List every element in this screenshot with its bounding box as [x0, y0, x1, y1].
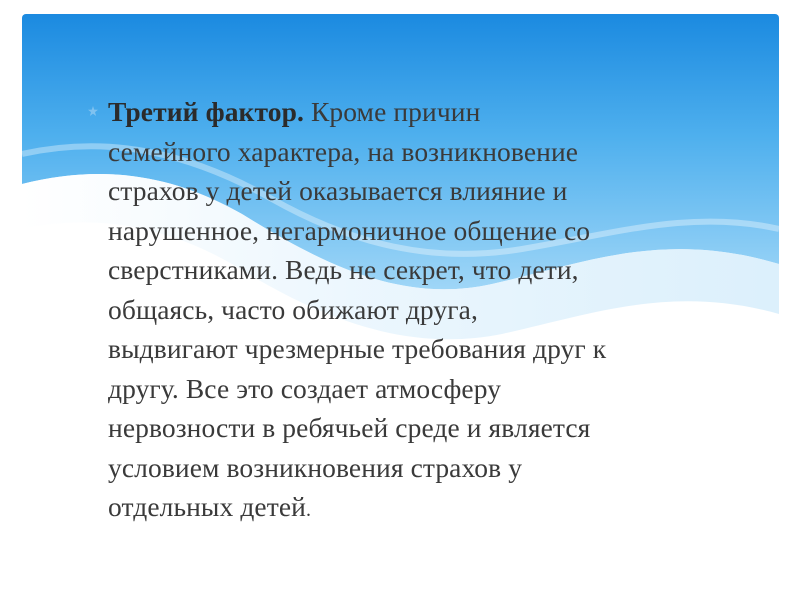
paragraph-lead: Третий фактор.	[108, 96, 304, 127]
paragraph-end-punct: .	[305, 499, 312, 521]
paragraph-line	[108, 487, 748, 531]
paragraph-line: общаясь, часто обижают друга,	[108, 293, 478, 325]
paragraph-first-line-rest: Кроме причин	[303, 96, 481, 127]
paragraph-line: семейного характера, на возникновение	[108, 135, 579, 167]
slide-paragraph	[108, 92, 748, 531]
paragraph-line: нервозности в ребячьей среде и является	[108, 412, 591, 443]
paragraph-line	[108, 92, 748, 132]
paragraph-line: выдвигают чрезмерные требования друг к	[108, 333, 607, 364]
paragraph-line: условием возникновения страхов у	[108, 451, 523, 483]
presentation-slide	[22, 14, 779, 592]
paragraph-line: страхов у детей оказывается влияние и	[108, 175, 568, 206]
paragraph-line: нарушенное, негармоничное общение со	[108, 214, 591, 246]
paragraph-last-line: отдельных детей	[108, 491, 306, 522]
paragraph-line: сверстниками. Ведь не секрет, что дети,	[108, 254, 579, 285]
star-bullet-icon	[88, 106, 98, 116]
paragraph-line: другу. Все это создает атмосферу	[108, 372, 502, 404]
